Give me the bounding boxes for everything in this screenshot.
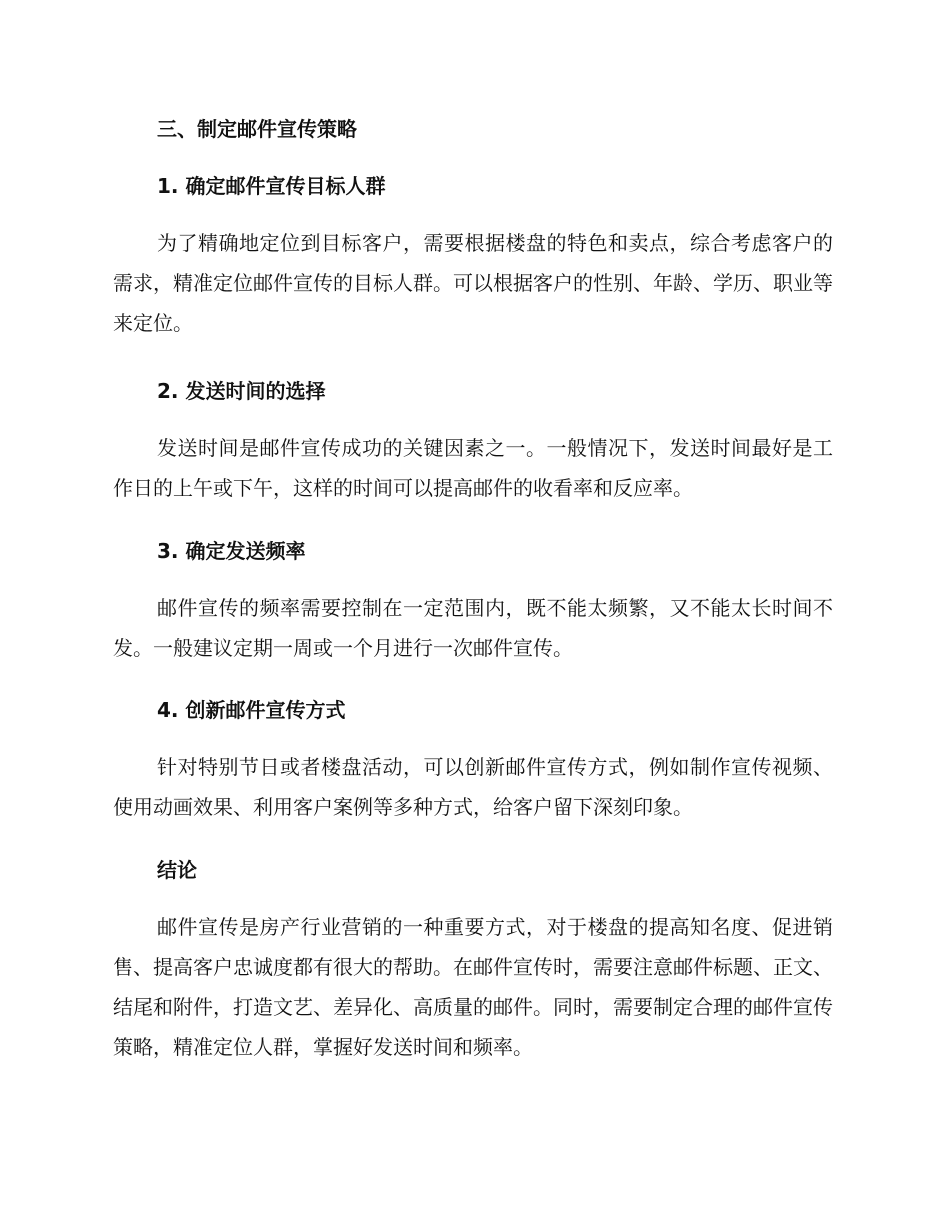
subsection-2-heading: 2. 发送时间的选择 — [157, 379, 326, 403]
subsection-1-body: 为了精确地定位到目标客户，需要根据楼盘的特色和卖点，综合考虑客户的需求，精准定位邮件宣传的目标人群。可以根据客户的性别、年龄、学历、职业等来定位。 — [113, 231, 833, 335]
subsection-4-body: 针对特别节日或者楼盘活动，可以创新邮件宣传方式，例如制作宣传视频、使用动画效果、利用客户案例等多种方式，给客户留下深刻印象。 — [113, 755, 833, 819]
subsection-2-body: 发送时间是邮件宣传成功的关键因素之一。一般情况下，发送时间最好是工作日的上午或下午，这样的时间可以提高邮件的收看率和反应率。 — [113, 436, 833, 500]
subsection-1-heading: 1. 确定邮件宣传目标人群 — [157, 174, 386, 198]
subsection-4-heading: 4. 创新邮件宣传方式 — [157, 698, 346, 722]
conclusion-heading: 结论 — [157, 858, 197, 882]
conclusion-body: 邮件宣传是房产行业营销的一种重要方式，对于楼盘的提高知名度、促进销售、提高客户忠诚度都有很大的帮助。在邮件宣传时，需要注意邮件标题、正文、结尾和附件，打造文艺、差异化、高质量的邮件。同时，需要制定合理的邮件宣传策略，精准定位人群，掌握好发送时间和频率。 — [113, 915, 833, 1059]
subsection-3-heading: 3. 确定发送频率 — [157, 539, 306, 563]
subsection-3-body: 邮件宣传的频率需要控制在一定范围内，既不能太频繁，又不能太长时间不发。一般建议定期一周或一个月进行一次邮件宣传。 — [113, 596, 833, 660]
section-title: 三、制定邮件宣传策略 — [157, 117, 357, 141]
